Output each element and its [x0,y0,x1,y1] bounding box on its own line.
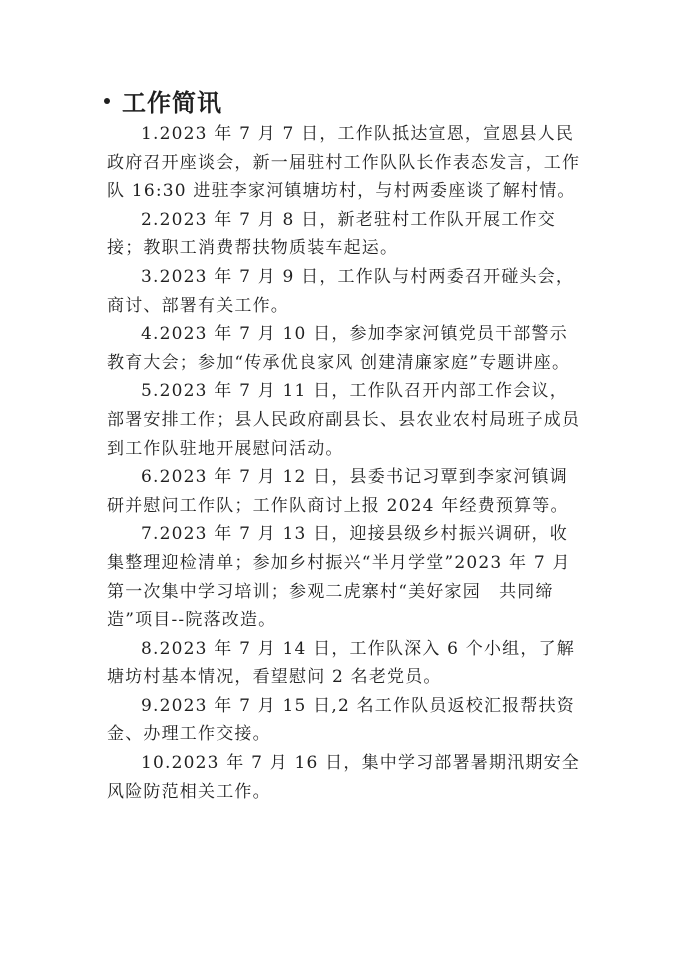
news-item: 10.2023 年 7 月 16 日，集中学习部署暑期汛期安全风险防范相关工作。 [107,753,580,802]
news-item: 6.2023 年 7 月 12 日，县委书记习覃到李家河镇调研并慰问工作队；工作队商讨上报 2024 年经费预算等。 [107,467,569,516]
heading-text: 工作简讯 [122,89,222,117]
news-item: 5.2023 年 7 月 11 日，工作队召开内部工作会议，部署安排工作；县人民政府副县长、县农业农村局班子成员到工作队驻地开展慰问活动。 [107,381,581,459]
news-item: 8.2023 年 7 月 14 日，工作队深入 6 个小组，了解塘坊村基本情况，看望慰问 2 名老党员。 [107,638,575,688]
news-item: 2.2023 年 7 月 8 日，新老驻村工作队开展工作交接；教职工消费帮扶物质装车起运。 [107,209,556,259]
section-heading [104,83,222,118]
news-item: 1.2023 年 7 月 7 日，工作队抵达宣恩，宣恩县人民政府召开座谈会，新一届驻村工作队队长作表态发言，工作队 16:30 进驻李家河镇塘坊村，与村两委座谈了解村情。 [107,124,581,202]
news-item: 4.2023 年 7 月 10 日，参加李家河镇党员干部警示教育大会；参加“传承优良家风 创建清廉家庭”专题讲座。 [107,324,571,373]
news-list [107,120,583,806]
news-item: 7.2023 年 7 月 13 日，迎接县级乡村振兴调研，收集整理迎检清单；参加乡村振兴“半月学堂”2023 年 7 月第一次集中学习培训；参观二虎寨村“美好家园 共同缔造”项目--院落改造。 [107,524,571,631]
news-item: 3.2023 年 7 月 9 日，工作队与村两委召开碰头会，商讨、部署有关工作。 [107,266,575,316]
bullet-icon [104,98,110,104]
news-item: 9.2023 年 7 月 15 日,2 名工作队员返校汇报帮扶资金、办理工作交接。 [107,695,575,745]
